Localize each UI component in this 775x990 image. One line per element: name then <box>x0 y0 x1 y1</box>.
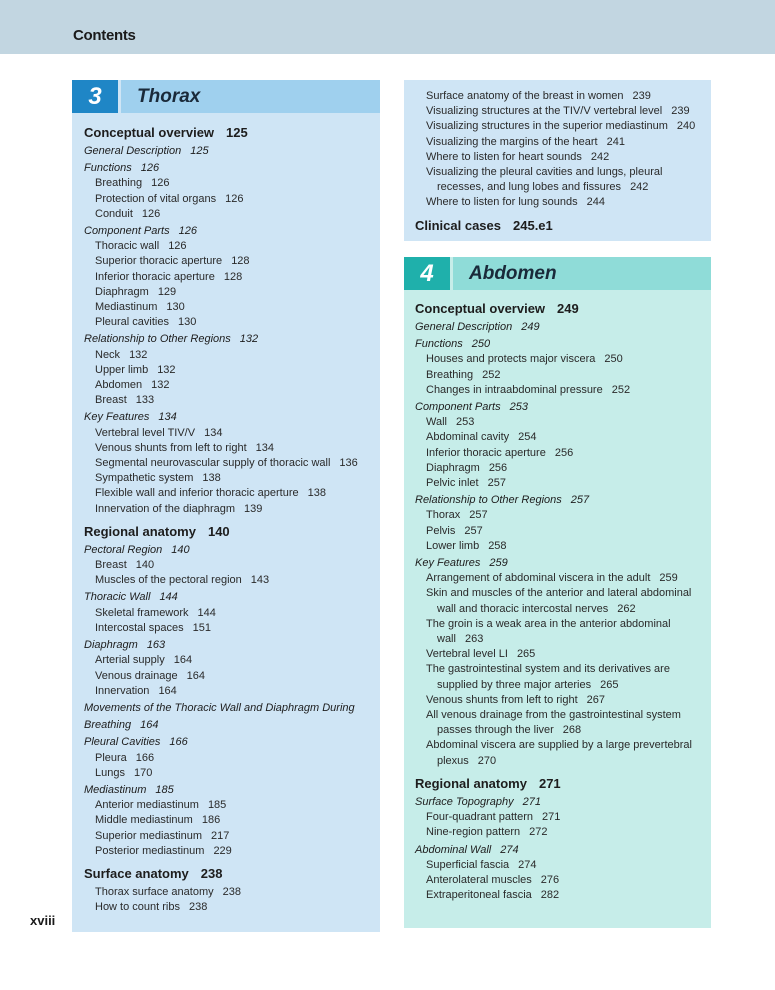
toc-entry-text: Abdominal cavity <box>426 431 510 444</box>
toc-page-number: 268 <box>562 724 582 737</box>
toc-entry-text: recesses, and lung lobes and fissures <box>437 181 622 194</box>
toc-entry-text: Key Features <box>415 557 481 570</box>
toc-section-heading <box>415 775 707 792</box>
toc-page-number: 250 <box>604 353 623 366</box>
toc-page-number: 241 <box>606 135 625 148</box>
toc-entry-text: supplied by three major arteries <box>437 678 592 691</box>
toc-entry-text: How to count ribs <box>95 901 180 914</box>
toc-entry-text: Abdominal viscera are supplied by a large prevertebral <box>426 739 692 752</box>
toc-entry <box>415 693 707 708</box>
toc-entry <box>415 508 707 523</box>
toc-entry <box>84 885 376 900</box>
toc-entry <box>415 446 707 461</box>
toc-entry <box>84 207 376 222</box>
toc-subsection-entry <box>84 735 376 750</box>
toc-subsection-entry <box>415 337 707 352</box>
toc-entry <box>84 684 376 699</box>
toc-subsection-entry <box>415 400 707 415</box>
toc-entry-text: plexus <box>437 754 469 767</box>
toc-page-number: 185 <box>207 799 227 812</box>
toc-entry-text: Surface anatomy <box>84 865 189 881</box>
toc-entry-text: Houses and protects major viscera <box>426 353 596 366</box>
header-bar <box>0 0 775 54</box>
toc-entry-text: Flexible wall and inferior thoracic aperture <box>95 487 299 500</box>
toc-subsection-entry <box>84 144 376 159</box>
toc-entry <box>84 348 376 363</box>
toc-page-number: 238 <box>200 865 223 881</box>
toc-entry-text: Clinical cases <box>415 217 501 233</box>
toc-subsection-entry <box>415 795 707 810</box>
toc-entry-text: Key Features <box>84 411 150 424</box>
toc-entry <box>84 471 376 486</box>
toc-entry <box>415 571 707 586</box>
toc-entry <box>415 662 707 677</box>
toc-page-number: 259 <box>659 572 678 585</box>
toc-entry-text: Movements of the Thoracic Wall and Diaphragm During <box>84 701 355 714</box>
toc-page-number: 217 <box>211 829 230 842</box>
toc-page-number: 245.e1 <box>513 217 553 233</box>
toc-page-number: 170 <box>133 766 153 779</box>
toc-page-number: 164 <box>186 669 205 682</box>
toc-section-heading <box>415 300 707 317</box>
toc-entry <box>415 647 707 662</box>
toc-page-number: 242 <box>590 150 610 163</box>
toc-entry <box>415 738 707 753</box>
toc-entry <box>415 524 707 539</box>
toc-entry-text: Posterior mediastinum <box>95 844 205 857</box>
toc-page-number: 140 <box>135 559 155 572</box>
toc-entry-text: General Description <box>415 321 513 333</box>
toc-entry-text: Changes in intraabdominal pressure <box>426 383 603 396</box>
toc-entry <box>415 602 707 617</box>
toc-entry <box>84 829 376 844</box>
toc-entry <box>415 708 707 723</box>
toc-page-number: 249 <box>557 301 579 316</box>
toc-page-number: 257 <box>464 524 483 537</box>
toc-entry <box>415 754 707 769</box>
toc-entry <box>84 378 376 393</box>
toc-page-number: 140 <box>207 523 230 539</box>
toc-entry-text: Breathing <box>95 177 143 190</box>
toc-entry <box>415 368 707 383</box>
toc-entry-text: Skeletal framework <box>95 606 189 619</box>
toc-entry-text: General Description <box>84 145 182 157</box>
toc-entry-text: Nine-region pattern <box>426 826 521 839</box>
toc-entry <box>84 766 376 781</box>
toc-page-number: 276 <box>540 873 560 886</box>
toc-entry-text: Abdomen <box>95 379 143 392</box>
toc-page-number: 239 <box>632 90 651 102</box>
toc-entry <box>415 678 707 693</box>
toc-page-number: 256 <box>554 446 574 459</box>
toc-subsection-entry <box>84 410 376 425</box>
toc-subsection-entry <box>84 543 376 558</box>
toc-subsection-entry <box>84 718 376 733</box>
toc-entry <box>415 617 707 632</box>
toc-page-number: 126 <box>140 162 160 175</box>
toc-page-number: 265 <box>516 648 536 661</box>
toc-entry-text: Muscles of the pectoral region <box>95 574 242 587</box>
toc-entry-text: The groin is a weak area in the anterior abdominal <box>426 617 671 630</box>
toc-entry-text: Surface Topography <box>415 795 514 808</box>
toc-page-number: 271 <box>538 775 561 791</box>
toc-entry-text: Conduit <box>95 207 133 220</box>
toc-entry-text: Conceptual overview <box>415 301 546 316</box>
toc-entry-text: Venous shunts from left to right <box>95 441 247 454</box>
toc-page-number: 186 <box>201 814 221 827</box>
toc-entry <box>415 135 707 150</box>
chapter3-title: Thorax <box>121 80 380 113</box>
toc-entry <box>84 798 376 813</box>
toc-page-number: 252 <box>482 368 501 381</box>
page-number: xviii <box>30 913 56 928</box>
toc-page-number: 274 <box>518 858 537 871</box>
toc-entry <box>415 430 707 445</box>
toc-entry <box>84 176 376 191</box>
toc-entry-text: Breast <box>95 394 127 407</box>
toc-page-number: 139 <box>244 502 263 515</box>
toc-entry-text: Mediastinum <box>95 301 158 314</box>
toc-entry <box>84 239 376 254</box>
toc-entry-text: Conceptual overview <box>84 125 215 140</box>
toc-page-number: 185 <box>155 783 174 796</box>
toc-entry-text: Thorax surface anatomy <box>95 885 214 898</box>
toc-entry-text: Segmental neurovascular supply of thoracic wall <box>95 457 331 470</box>
toc-page-number: 133 <box>135 394 155 407</box>
toc-entry-text: Pleural Cavities <box>84 736 161 749</box>
toc-entry <box>84 363 376 378</box>
toc-entry <box>84 606 376 621</box>
toc-page-number: 254 <box>518 431 537 444</box>
toc-entry-text: Abdominal Wall <box>415 843 492 856</box>
toc-page-number: 166 <box>169 736 188 749</box>
chapter3-number: 3 <box>72 80 118 113</box>
toc-entry-text: Neck <box>95 348 121 361</box>
toc-entry <box>84 456 376 471</box>
toc-subsection-entry <box>415 843 707 858</box>
toc-entry-text: Pectoral Region <box>84 543 163 556</box>
toc-page-number: 258 <box>488 539 507 552</box>
toc-page-number: 239 <box>671 105 690 118</box>
toc-entry-text: Mediastinum <box>84 783 147 796</box>
toc-entry-text: Superficial fascia <box>426 858 510 871</box>
toc-page-number: 126 <box>141 207 161 220</box>
toc-entry-text: Component Parts <box>84 225 170 238</box>
toc-entry <box>84 653 376 668</box>
toc-page-number: 126 <box>225 192 244 205</box>
toc-page-number: 163 <box>146 639 166 652</box>
toc-subsection-entry <box>84 224 376 239</box>
toc-entry-text: Pelvic inlet <box>426 477 479 490</box>
toc-entry <box>84 900 376 915</box>
toc-entry-text: Innervation <box>95 684 150 697</box>
toc-entry-text: The gastrointestinal system and its derivatives are <box>426 663 670 676</box>
toc-entry-text: Venous shunts from left to right <box>426 693 578 706</box>
toc-page-number: 263 <box>464 633 484 646</box>
toc-entry <box>84 486 376 501</box>
toc-entry-text: Where to listen for lung sounds <box>426 196 578 209</box>
toc-entry-text: Where to listen for heart sounds <box>426 150 582 163</box>
toc-page-number: 126 <box>168 240 187 253</box>
toc-entry-text: Superior mediastinum <box>95 829 202 842</box>
toc-page-number: 166 <box>135 751 155 764</box>
toc-page-number: 262 <box>617 602 636 615</box>
toc-subsection-entry <box>84 783 376 798</box>
toc-entry-text: Sympathetic system <box>95 472 194 485</box>
toc-entry <box>84 751 376 766</box>
toc-entry-text: Functions <box>415 338 463 351</box>
toc-page-number: 144 <box>159 591 178 604</box>
toc-entry <box>415 632 707 647</box>
toc-entry-text: Innervation of the diaphragm <box>95 502 236 515</box>
toc-entry <box>415 723 707 738</box>
toc-section-heading <box>84 865 376 882</box>
toc-page-number: 126 <box>178 225 197 238</box>
toc-entry-text: Regional anatomy <box>84 523 196 539</box>
toc-entry <box>415 150 707 165</box>
toc-page-number: 270 <box>477 754 497 767</box>
chapter4-header <box>404 257 711 290</box>
toc-page-number: 132 <box>157 363 176 376</box>
toc-page-number: 125 <box>226 125 248 140</box>
toc-entry-text: Pleural cavities <box>95 316 169 329</box>
toc-entry <box>415 383 707 398</box>
toc-page-number: 253 <box>455 416 475 429</box>
toc-page-number: 272 <box>529 826 548 839</box>
toc-page-number: 257 <box>570 494 590 507</box>
toc-entry-text: Pelvis <box>426 524 456 537</box>
toc-page-number: 134 <box>255 441 274 454</box>
toc-page-number: 128 <box>231 255 250 268</box>
toc-entry-text: Vertebral level TIV/V <box>95 426 196 439</box>
toc-entry <box>415 888 707 903</box>
toc-entry <box>84 426 376 441</box>
toc-page-number: 164 <box>158 684 177 697</box>
toc-entry-text: Anterior mediastinum <box>95 799 199 812</box>
toc-entry <box>415 873 707 888</box>
chapter4-toc <box>415 300 707 903</box>
toc-page-number: 240 <box>676 120 696 133</box>
toc-entry-text: Diaphragm <box>426 461 480 474</box>
toc-entry <box>84 558 376 573</box>
toc-entry-text: Relationship to Other Regions <box>415 494 562 507</box>
toc-page-number: 143 <box>250 574 270 587</box>
toc-entry-text: Visualizing the pleural cavities and lungs, pleural <box>426 166 663 179</box>
toc-entry <box>415 476 707 491</box>
toc-entry-text: Diaphragm <box>95 285 149 298</box>
toc-entry <box>415 415 707 430</box>
toc-entry <box>84 192 376 207</box>
toc-page-number: 130 <box>177 316 197 329</box>
toc-page-number: 229 <box>213 844 232 857</box>
toc-entry-text: Lungs <box>95 766 125 779</box>
toc-entry <box>84 285 376 300</box>
toc-entry <box>415 119 707 134</box>
toc-entry-text: Intercostal spaces <box>95 621 184 634</box>
toc-page-number: 130 <box>166 301 185 314</box>
toc-entry-text: Thoracic wall <box>95 240 160 253</box>
toc-entry-text: Four-quadrant pattern <box>426 811 534 824</box>
toc-page-number: 138 <box>307 487 326 500</box>
toc-page-number: 257 <box>487 477 506 490</box>
toc-page-number: 257 <box>469 509 488 522</box>
toc-entry <box>84 669 376 684</box>
toc-page-number: 129 <box>157 285 177 298</box>
toc-entry-text: Wall <box>426 416 447 429</box>
toc-entry-text: Anterolateral muscles <box>426 873 532 886</box>
toc-entry <box>415 825 707 840</box>
toc-page-number: 128 <box>223 270 243 283</box>
toc-entry-text: Lower limb <box>426 539 480 552</box>
toc-section-heading <box>84 124 376 141</box>
toc-entry-text: Visualizing structures at the TIV/V vertebral level <box>426 105 663 118</box>
toc-entry <box>415 165 707 180</box>
toc-entry-text: Functions <box>84 162 132 175</box>
toc-entry-text: Skin and muscles of the anterior and lateral abdominal <box>426 587 692 600</box>
toc-section-heading <box>84 523 376 540</box>
toc-entry-text: Upper limb <box>95 363 149 376</box>
toc-entry-text: Arterial supply <box>95 654 165 667</box>
toc-entry <box>415 539 707 554</box>
toc-page-number: 151 <box>192 621 212 634</box>
toc-subsection-entry <box>84 332 376 347</box>
toc-entry-text: Pleura <box>95 751 127 764</box>
chapter3-toc-right <box>415 89 707 237</box>
toc-entry-text: Thoracic Wall <box>84 591 151 604</box>
toc-subsection-entry <box>84 638 376 653</box>
toc-page-number: 259 <box>489 557 508 570</box>
toc-entry <box>415 461 707 476</box>
chapter4-title: Abdomen <box>453 257 711 290</box>
toc-entry <box>415 180 707 195</box>
toc-subsection-entry <box>415 556 707 571</box>
toc-entry-text: Inferior thoracic aperture <box>426 446 546 459</box>
toc-page-number: 253 <box>509 401 528 414</box>
toc-entry-text: Arrangement of abdominal viscera in the adult <box>426 572 651 585</box>
toc-page-number: 271 <box>542 811 561 824</box>
toc-entry-text: Extraperitoneal fascia <box>426 889 532 902</box>
toc-page-number: 250 <box>471 338 491 351</box>
toc-entry <box>415 858 707 873</box>
toc-subsection-entry <box>84 590 376 605</box>
toc-entry-text: passes through the liver <box>437 724 554 737</box>
toc-entry-text: Component Parts <box>415 401 501 414</box>
toc-page-number: 125 <box>190 145 209 157</box>
toc-entry-text: Thorax <box>426 509 461 522</box>
toc-entry-text: Protection of vital organs <box>95 192 217 205</box>
toc-entry-text: All venous drainage from the gastrointestinal system <box>426 709 681 722</box>
toc-entry-text: Inferior thoracic aperture <box>95 270 215 283</box>
toc-entry-text: wall and thoracic intercostal nerves <box>437 602 609 615</box>
toc-entry <box>84 393 376 408</box>
toc-section-heading <box>415 217 707 234</box>
toc-entry-text: Superior thoracic aperture <box>95 255 223 268</box>
toc-entry <box>415 89 707 104</box>
toc-entry <box>84 502 376 517</box>
toc-page-number: 164 <box>140 719 159 732</box>
toc-entry <box>415 352 707 367</box>
toc-page-number: 256 <box>488 461 508 474</box>
toc-page-number: 132 <box>151 379 170 392</box>
toc-page-number: 132 <box>239 333 259 346</box>
toc-subsection-entry <box>84 701 376 716</box>
toc-entry-text: Regional anatomy <box>415 775 527 791</box>
chapter4-number: 4 <box>404 257 450 290</box>
toc-page-number: 134 <box>204 426 223 439</box>
toc-entry <box>84 300 376 315</box>
toc-entry-text: Visualizing the margins of the heart <box>426 135 598 148</box>
toc-page-number: 164 <box>173 654 193 667</box>
toc-entry-text: Breathing <box>426 368 474 381</box>
toc-entry <box>415 810 707 825</box>
toc-entry-text: Venous drainage <box>95 669 178 682</box>
toc-subsection-entry <box>84 161 376 176</box>
toc-page-number: 252 <box>611 383 631 396</box>
toc-entry-text: Diaphragm <box>84 639 138 652</box>
toc-entry-text: Relationship to Other Regions <box>84 333 231 346</box>
toc-subsection-entry <box>415 320 707 335</box>
toc-entry <box>84 441 376 456</box>
toc-page-number: 132 <box>129 348 148 361</box>
toc-entry <box>415 586 707 601</box>
toc-page-number: 242 <box>630 181 649 194</box>
toc-page-number: 136 <box>339 457 358 470</box>
toc-entry <box>84 315 376 330</box>
chapter3-header <box>72 80 380 113</box>
toc-page-number: 126 <box>151 177 170 190</box>
toc-entry <box>84 573 376 588</box>
toc-page-number: 244 <box>586 196 605 209</box>
toc-entry <box>415 195 707 210</box>
toc-page-number: 274 <box>500 843 519 856</box>
toc-entry <box>84 844 376 859</box>
toc-entry <box>84 621 376 636</box>
toc-entry-text: Breathing <box>84 719 132 732</box>
toc-page-number: 138 <box>202 472 221 485</box>
toc-page-number: 282 <box>540 889 560 902</box>
toc-entry-text: Surface anatomy of the breast in women <box>426 90 624 102</box>
toc-entry <box>415 104 707 119</box>
toc-subsection-entry <box>415 493 707 508</box>
page-title: Contents <box>73 27 136 44</box>
toc-page-number: 144 <box>197 606 216 619</box>
toc-page-number: 249 <box>521 321 540 333</box>
toc-entry <box>84 813 376 828</box>
toc-entry <box>84 270 376 285</box>
toc-entry-text: Middle mediastinum <box>95 814 193 827</box>
toc-entry-text: Visualizing structures in the superior mediastinum <box>426 120 668 133</box>
toc-page-number: 140 <box>171 543 190 556</box>
toc-entry <box>84 254 376 269</box>
chapter3-toc-left <box>84 124 376 915</box>
toc-page-number: 265 <box>600 678 619 691</box>
toc-page-number: 271 <box>522 795 542 808</box>
toc-page-number: 267 <box>586 693 605 706</box>
toc-entry-text: wall <box>437 633 456 646</box>
toc-entry-text: Vertebral level LI <box>426 648 508 661</box>
toc-page-number: 238 <box>222 885 241 898</box>
toc-entry-text: Breast <box>95 559 127 572</box>
toc-page-number: 134 <box>158 411 177 424</box>
toc-page-number: 238 <box>188 901 208 914</box>
